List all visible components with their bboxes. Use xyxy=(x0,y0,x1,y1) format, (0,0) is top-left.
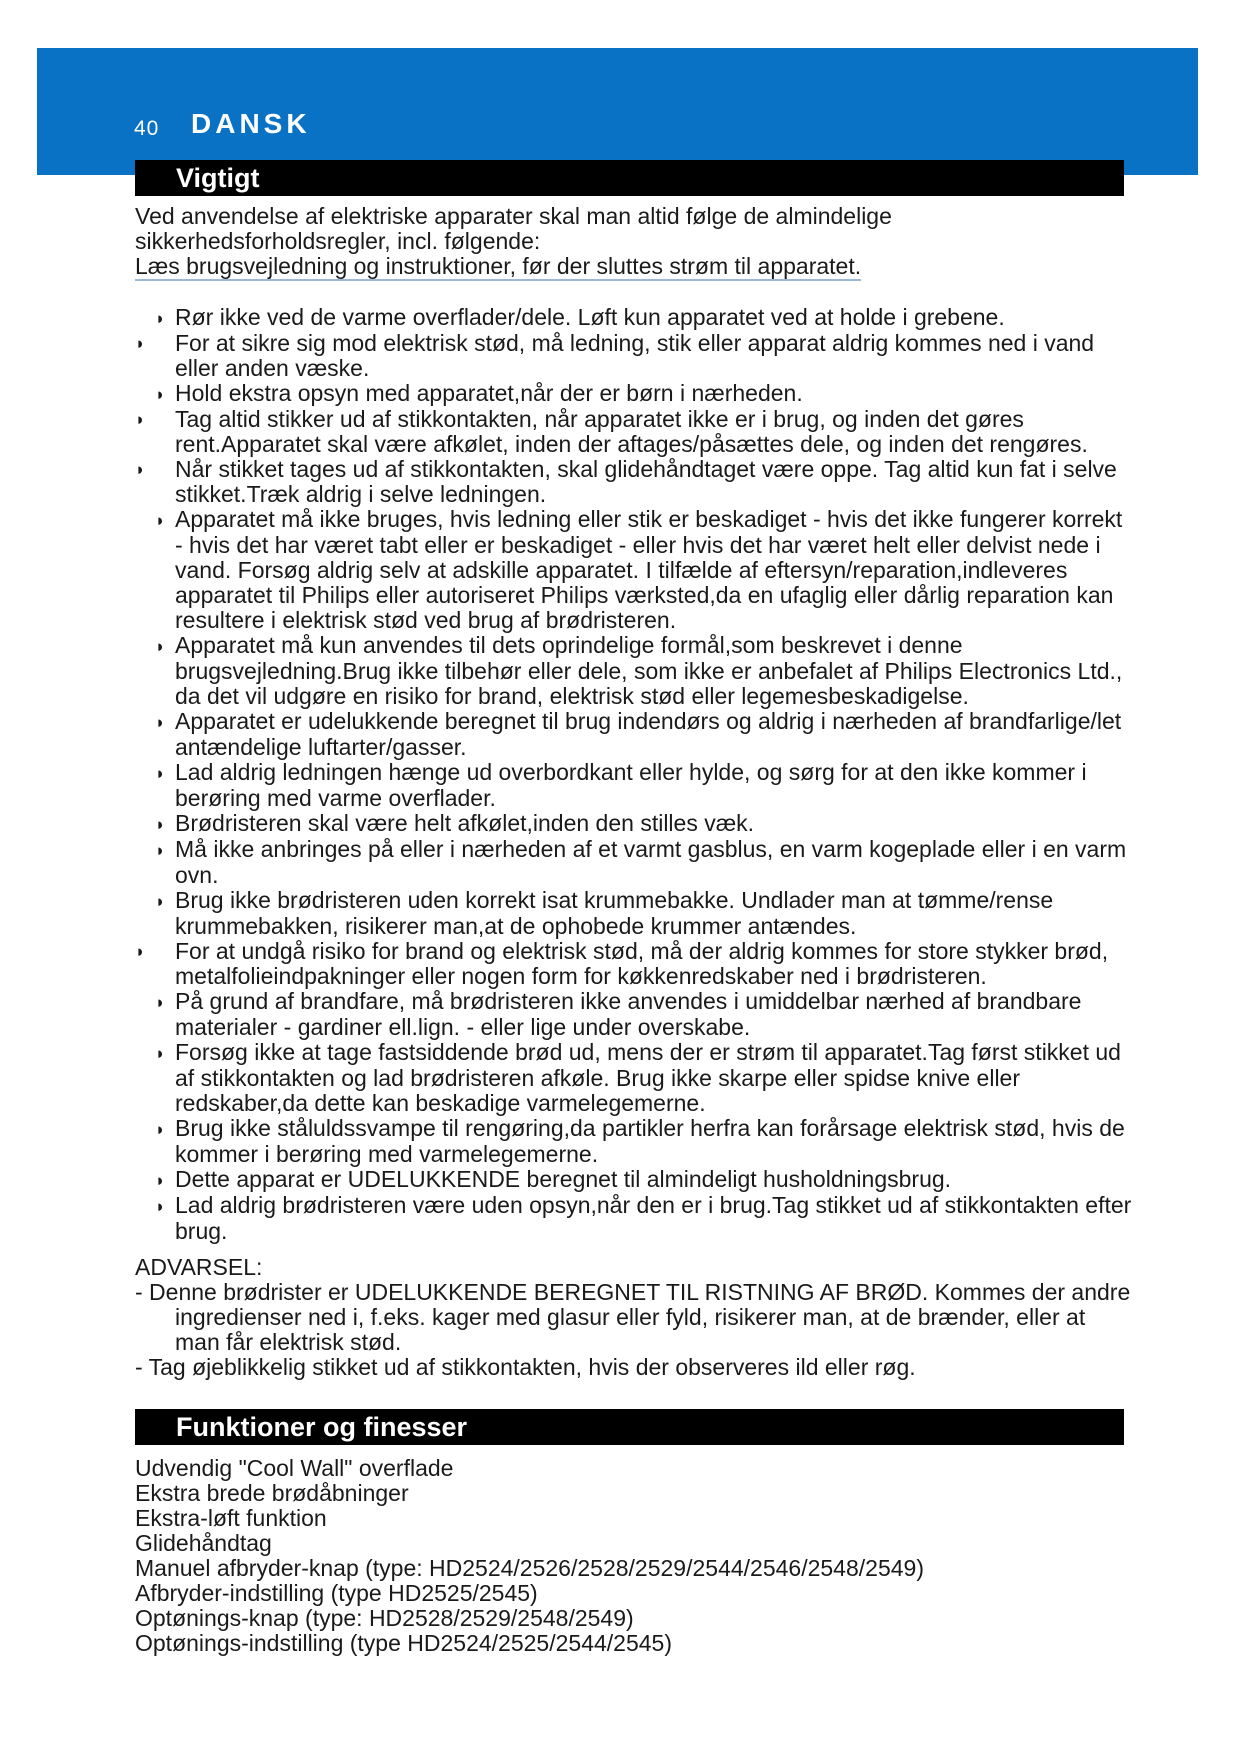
intro-text xyxy=(135,204,1135,279)
list-item-text: For at sikre sig mod elektrisk stød, må ledning, stik eller apparat aldrig kommes ned i vand eller anden væske. xyxy=(175,330,1095,381)
bullet-triangle-icon: ◗ xyxy=(155,815,166,834)
list-item xyxy=(135,1116,1135,1167)
bullet-triangle-icon: ◗ xyxy=(155,764,166,783)
list-item-text: Må ikke anbringes på eller i nærheden af et varmt gasblus, en varm kogeplade eller i en varm ovn. xyxy=(175,836,1127,888)
feature-item: Afbryder-indstilling (type HD2525/2545) xyxy=(135,1580,538,1606)
list-item-text: Lad aldrig ledningen hænge ud overbordkant eller hylde, og sørg for at den ikke kommer i berøring med varme overflader. xyxy=(175,759,1087,811)
list-item-text: Lad aldrig brødristeren være uden opsyn,når den er i brug.Tag stikket ud af stikkontakten efter brug. xyxy=(175,1192,1132,1244)
list-item-text: Apparatet må kun anvendes til dets oprindelige formål,som beskrevet i denne brugsvejledning.Brug ikke tilbehør eller dele, som ikke er anbefalet af Philips Electronics Ltd., da det vil udgøre en risiko for brand, elektrisk stød eller legemesbeskadigelse. xyxy=(175,632,1123,709)
feature-item: Manuel afbryder-knap (type: HD2524/2526/2528/2529/2544/2546/2548/2549) xyxy=(135,1555,924,1581)
list-item-text: Dette apparat er UDELUKKENDE beregnet til almindeligt husholdningsbrug. xyxy=(175,1166,952,1192)
feature-item: Ekstra-løft funktion xyxy=(135,1505,327,1531)
list-item xyxy=(135,709,1135,760)
list-item xyxy=(135,633,1135,709)
list-item-text: Rør ikke ved de varme overflader/dele. Løft kun apparatet ved at holde i grebene. xyxy=(175,304,1005,330)
section-heading-features: Funktioner og finesser xyxy=(135,1409,1124,1445)
warning-item: - Denne brødrister er UDELUKKENDE BEREGNET TIL RISTNING AF BRØD. Kommes der andre ingredienser ned i, f.eks. kager med glasur eller fyld, risikerer man, at de brænder, eller at man får elektrisk stød. xyxy=(135,1279,1131,1355)
bullet-triangle-icon: ◗ xyxy=(135,460,146,479)
list-item-text: Brug ikke ståluldssvampe til rengøring,da partikler herfra kan forårsage elektrisk stød, hvis de kommer i berøring med varmelegemerne. xyxy=(175,1115,1125,1167)
page-number: 40 xyxy=(134,117,160,140)
list-item xyxy=(135,939,1135,989)
list-item-text: For at undgå risiko for brand og elektrisk stød, må der aldrig kommes for store stykker brød, metalfolieindpakninger eller nogen form for køkkenredskaber ned i brødristeren. xyxy=(175,938,1109,989)
warning-item: - Tag øjeblikkelig stikket ud af stikkontakten, hvis der observeres ild eller røg. xyxy=(135,1354,916,1380)
feature-item: Udvendig "Cool Wall" overflade xyxy=(135,1455,454,1481)
bullet-triangle-icon: ◗ xyxy=(155,993,166,1012)
bullet-triangle-icon: ◗ xyxy=(155,511,166,530)
list-item xyxy=(135,407,1135,457)
list-item-text: Hold ekstra opsyn med apparatet,når der er børn i nærheden. xyxy=(175,380,803,406)
list-item xyxy=(135,457,1135,507)
list-item-text: På grund af brandfare, må brødristeren ikke anvendes i umiddelbar nærhed af brandbare materialer - gardiner ell.lign. - eller lige under overskabe. xyxy=(175,988,1082,1040)
list-item xyxy=(135,989,1135,1040)
bullet-triangle-icon: ◗ xyxy=(155,1171,166,1190)
list-item-text: Apparatet må ikke bruges, hvis ledning eller stik er beskadiget - hvis det ikke fungerer korrekt - hvis det har været tabt eller er beskadiget - eller hvis det har været helt eller delvist nede i vand. Forsøg aldrig selv at adskille apparatet. I tilfælde af eftersyn/reparation,indleveres apparatet til Philips eller autoriseret Philips værksted,da en ufaglig eller dårlig reparation kan resultere i elektrisk stød ved brug af brødristeren. xyxy=(175,506,1123,633)
bullet-triangle-icon: ◗ xyxy=(155,309,166,328)
intro-line-underlined: Læs brugsvejledning og instruktioner, før der sluttes strøm til apparatet. xyxy=(135,253,862,279)
bullet-triangle-icon: ◗ xyxy=(155,841,166,860)
warning-title: ADVARSEL: xyxy=(135,1254,263,1280)
bullet-triangle-icon: ◗ xyxy=(155,1120,166,1139)
list-item xyxy=(135,760,1135,811)
list-item xyxy=(135,1193,1135,1244)
bullet-triangle-icon: ◗ xyxy=(155,713,166,732)
list-item-text: Brug ikke brødristeren uden korrekt isat krummebakke. Undlader man at tømme/rense krummebakken, risikerer man,at de ophobede krummer antændes. xyxy=(175,887,1054,939)
feature-item: Glidehåndtag xyxy=(135,1530,272,1556)
bullet-triangle-icon: ◗ xyxy=(155,1197,166,1216)
language-heading: DANSK xyxy=(191,108,311,139)
bullet-triangle-icon: ◗ xyxy=(135,942,146,961)
bullet-triangle-icon: ◗ xyxy=(135,410,146,429)
bullet-triangle-icon: ◗ xyxy=(135,334,146,353)
intro-line: sikkerhedsforholdsregler, incl. følgende: xyxy=(135,228,541,254)
list-item-text: Forsøg ikke at tage fastsiddende brød ud, mens der er strøm til apparatet.Tag først stikket ud af stikkontakten og lad brødristeren afkøle. Brug ikke skarpe eller spidse knive eller redskaber,da dette kan beskadige varmelegemerne. xyxy=(175,1039,1121,1116)
feature-item: Optønings-knap (type: HD2528/2529/2548/2549) xyxy=(135,1605,634,1631)
list-item xyxy=(135,888,1135,939)
list-item xyxy=(135,1167,1135,1193)
section-heading-important: Vigtigt xyxy=(135,160,1124,196)
feature-item: Ekstra brede brødåbninger xyxy=(135,1480,409,1506)
intro-line: Ved anvendelse af elektriske apparater skal man altid følge de almindelige xyxy=(135,203,892,229)
features-list xyxy=(135,1456,1135,1656)
list-item-text: Apparatet er udelukkende beregnet til brug indendørs og aldrig i nærheden af brandfarlige/let antændelige luftarter/gasser. xyxy=(175,708,1122,760)
list-item xyxy=(135,331,1135,381)
bullet-triangle-icon: ◗ xyxy=(155,385,166,404)
feature-item: Optønings-indstilling (type HD2524/2525/2544/2545) xyxy=(135,1630,672,1656)
list-item-text: Når stikket tages ud af stikkontakten, skal glidehåndtaget være oppe. Tag altid kun fat i selve stikket.Træk aldrig i selve ledningen. xyxy=(175,456,1117,507)
bullet-triangle-icon: ◗ xyxy=(155,892,166,911)
list-item xyxy=(135,381,1135,407)
list-item xyxy=(135,1040,1135,1116)
list-item xyxy=(135,507,1135,633)
bullet-triangle-icon: ◗ xyxy=(155,637,166,656)
bullet-triangle-icon: ◗ xyxy=(155,1044,166,1063)
warning-block xyxy=(135,1255,1135,1380)
list-item-text: Tag altid stikker ud af stikkontakten, når apparatet ikke er i brug, og inden det gøres rent.Apparatet skal være afkølet, inden der aftages/påsættes dele, og inden det rengøres. xyxy=(175,406,1088,457)
list-item xyxy=(135,305,1135,331)
list-item-text: Brødristeren skal være helt afkølet,inden den stilles væk. xyxy=(175,810,755,836)
list-item xyxy=(135,837,1135,888)
safety-bullet-list xyxy=(135,305,1135,1244)
list-item xyxy=(135,811,1135,837)
